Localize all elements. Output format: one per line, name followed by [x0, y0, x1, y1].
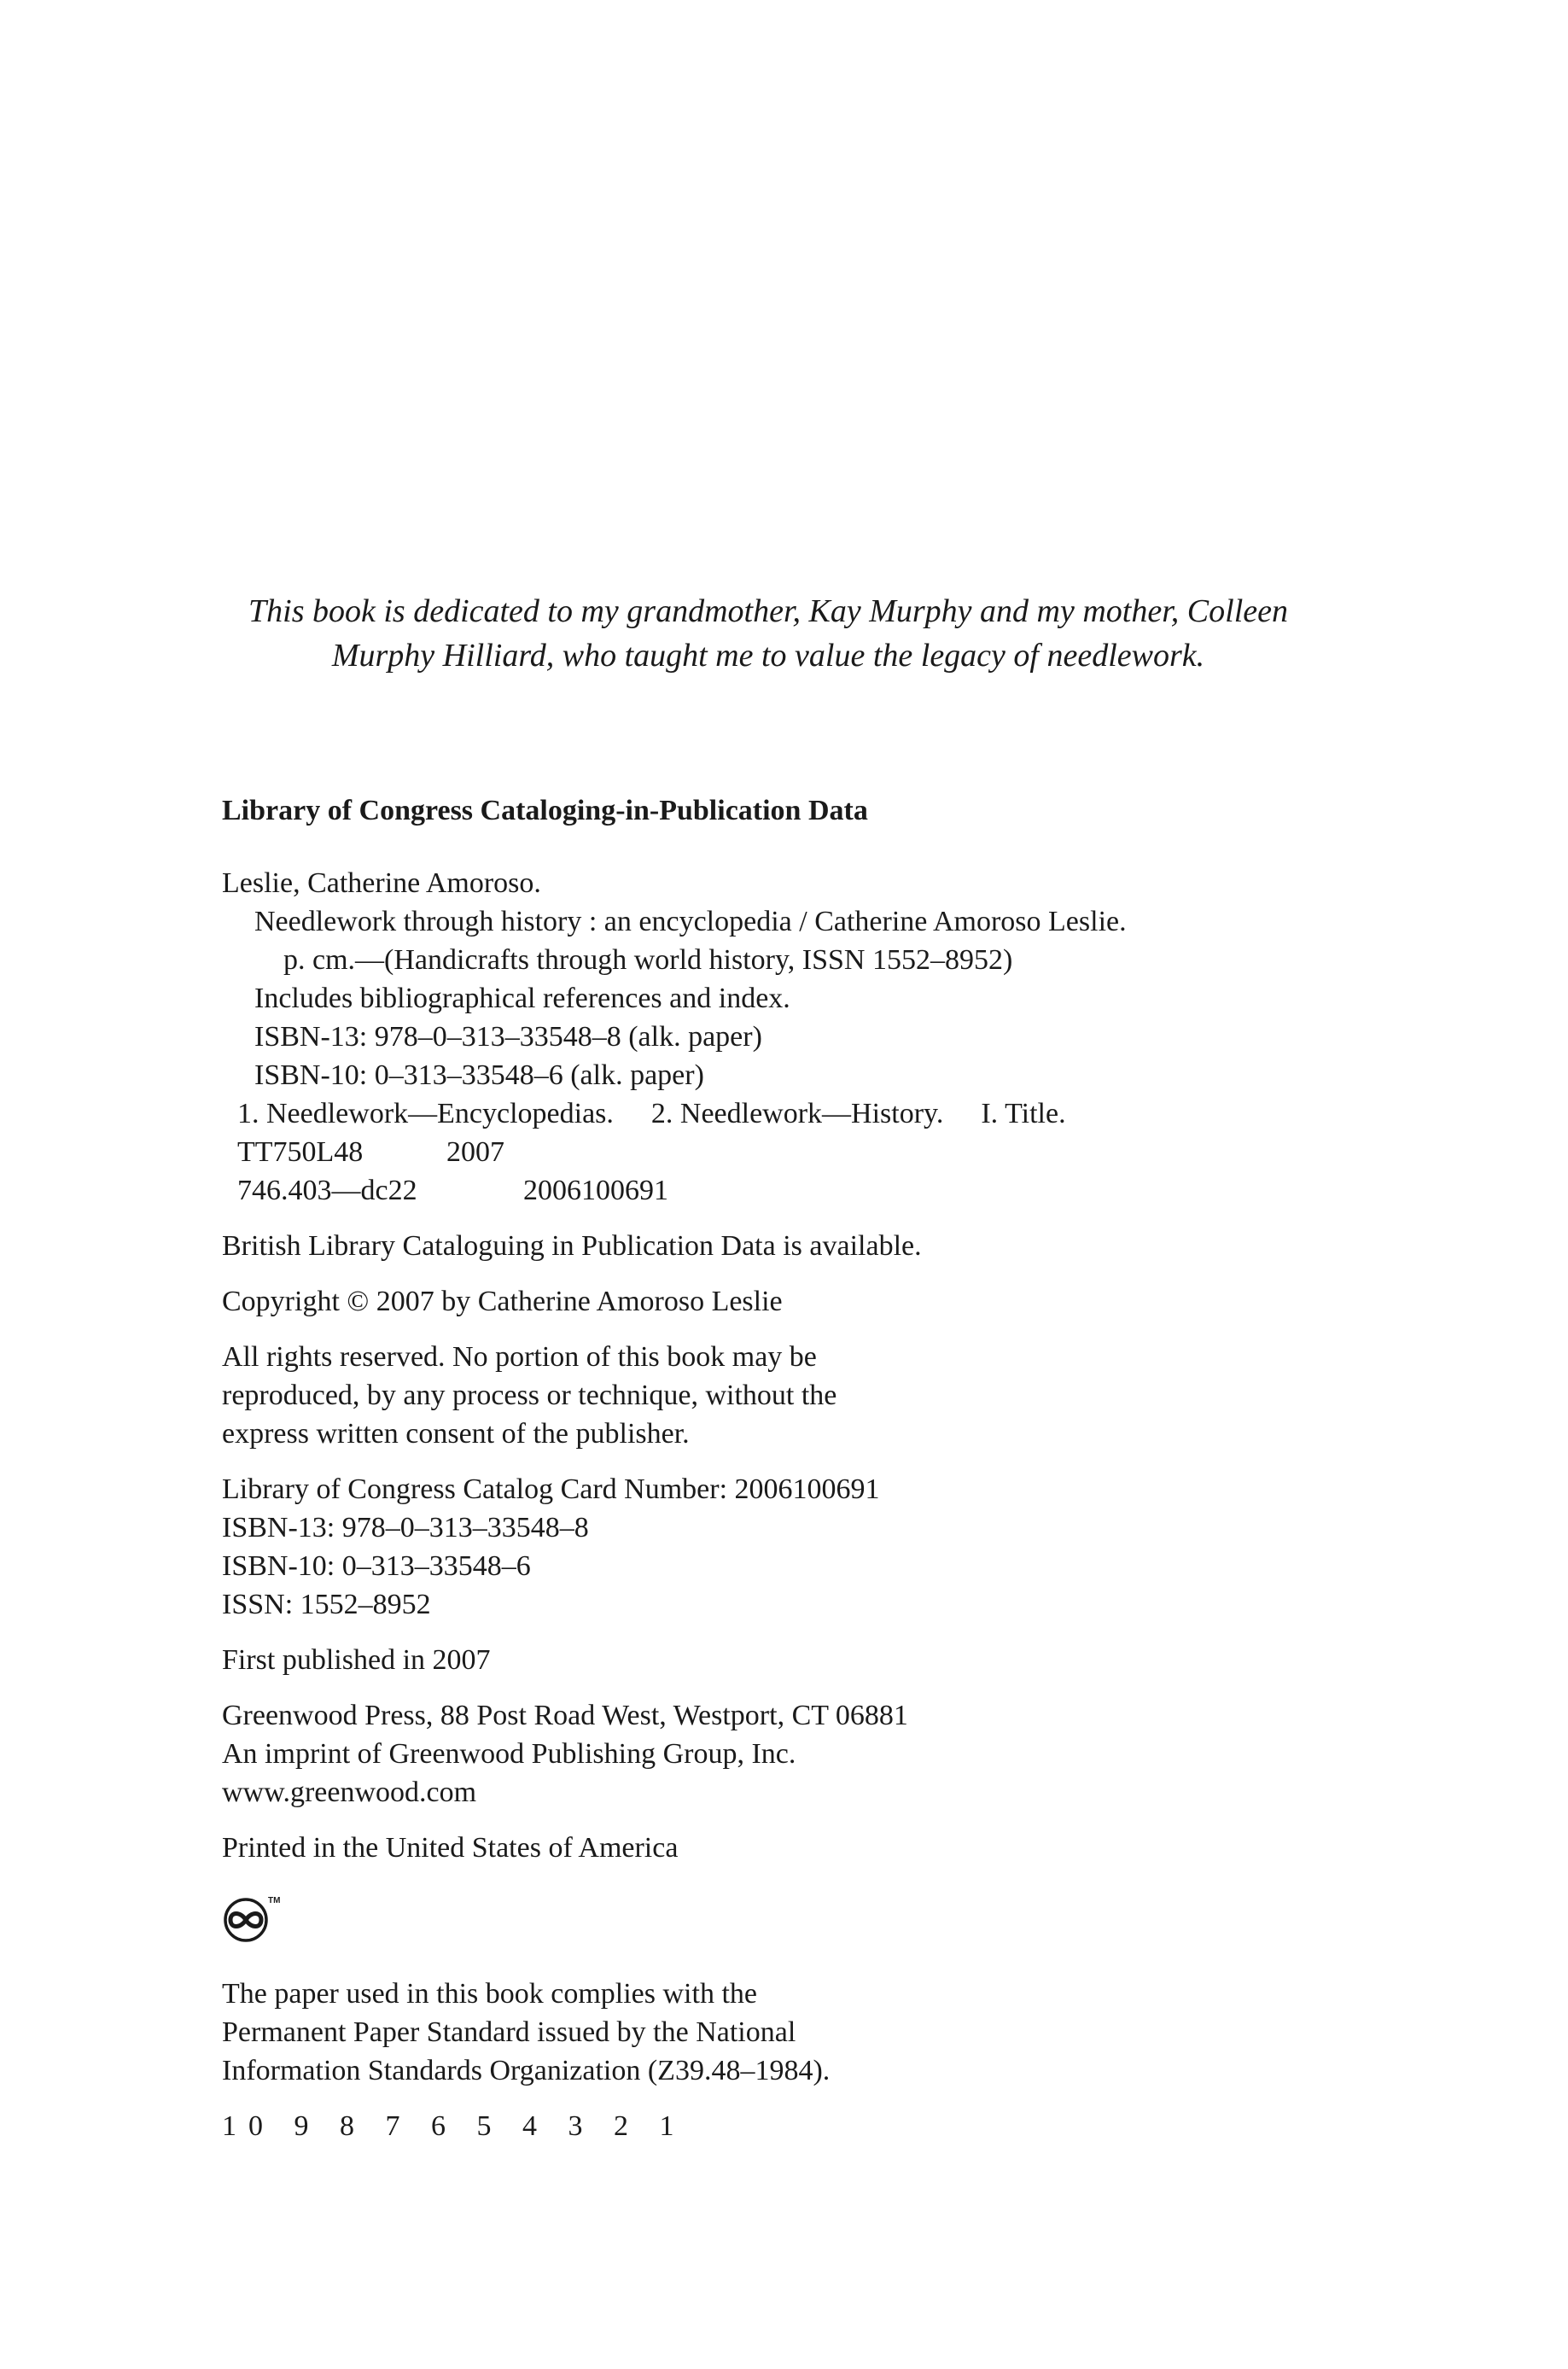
cip-notes: Includes bibliographical references and index.	[254, 983, 790, 1014]
cip-lccn: 2006100691	[523, 1175, 668, 1206]
cip-title: Needlework through history : an encyclopedia / Catherine Amoroso Leslie.	[254, 906, 1127, 937]
isbn10-line: ISBN-10: 0–313–33548–6	[222, 1550, 531, 1582]
rights-statement	[222, 1338, 1332, 1453]
publisher-imprint: An imprint of Greenwood Publishing Group, Inc.	[222, 1738, 796, 1770]
copyright-line: Copyright © 2007 by Catherine Amoroso Leslie	[222, 1286, 783, 1317]
paper-standard-note	[222, 1975, 1332, 2090]
cip-lc-call-number: TT750L48	[237, 1136, 364, 1168]
cip-dewey-number: 746.403—dc22	[237, 1175, 417, 1206]
printing-line: 10 9 8 7 6 5 4 3 2 1	[222, 2110, 686, 2142]
dedication-line: Murphy Hilliard, who taught me to value the legacy of needlework.	[331, 638, 1205, 674]
cip-heading: Library of Congress Cataloging-in-Publication Data	[222, 795, 868, 826]
dedication	[222, 589, 1314, 678]
issn-line: ISSN: 1552–8952	[222, 1589, 431, 1620]
publisher-address: Greenwood Press, 88 Post Road West, Westport, CT 06881	[222, 1700, 908, 1731]
rights-line: All rights reserved. No portion of this book may be	[222, 1341, 817, 1373]
cip-record	[222, 864, 1332, 1210]
publisher-info	[222, 1696, 1332, 1812]
cip-subject: 1. Needlework—Encyclopedias.	[237, 1098, 614, 1129]
trademark-label: TM	[268, 1896, 281, 1905]
dedication-line: This book is dedicated to my grandmother, Kay Murphy and my mother, Colleen	[248, 593, 1288, 629]
publisher-website: www.greenwood.com	[222, 1777, 477, 1808]
cip-subjects	[222, 1094, 1332, 1133]
first-published: First published in 2007	[222, 1644, 491, 1676]
cip-lc-class	[222, 1133, 1332, 1171]
cip-author: Leslie, Catherine Amoroso.	[222, 867, 541, 899]
printed-in: Printed in the United States of America	[222, 1832, 679, 1864]
british-library-note: British Library Cataloguing in Publication Data is available.	[222, 1230, 922, 1262]
cip-physical: p. cm.—(Handicrafts through world history, ISSN 1552–8952)	[283, 944, 1013, 976]
lccn-line: Library of Congress Catalog Card Number: 2006100691	[222, 1473, 880, 1505]
cip-dewey	[222, 1171, 1332, 1210]
infinity-paper-mark-icon	[222, 1891, 283, 1944]
cip-lc-year: 2007	[446, 1136, 504, 1168]
cip-isbn10: ISBN-10: 0–313–33548–6 (alk. paper)	[254, 1059, 704, 1091]
cip-isbn13: ISBN-13: 978–0–313–33548–8 (alk. paper)	[254, 1021, 762, 1053]
paper-note-line: The paper used in this book complies with the	[222, 1978, 757, 2010]
rights-line: reproduced, by any process or technique, without the	[222, 1380, 837, 1411]
paper-note-line: Permanent Paper Standard issued by the National	[222, 2016, 796, 2048]
paper-note-line: Information Standards Organization (Z39.48–1984).	[222, 2055, 831, 2086]
rights-line: express written consent of the publisher.	[222, 1418, 690, 1450]
cip-subject: 2. Needlework—History.	[650, 1098, 944, 1129]
isbn13-line: ISBN-13: 978–0–313–33548–8	[222, 1512, 589, 1543]
colophon	[222, 791, 1332, 2145]
identifier-list	[222, 1470, 1332, 1624]
cip-subject: I. Title.	[981, 1098, 1066, 1129]
